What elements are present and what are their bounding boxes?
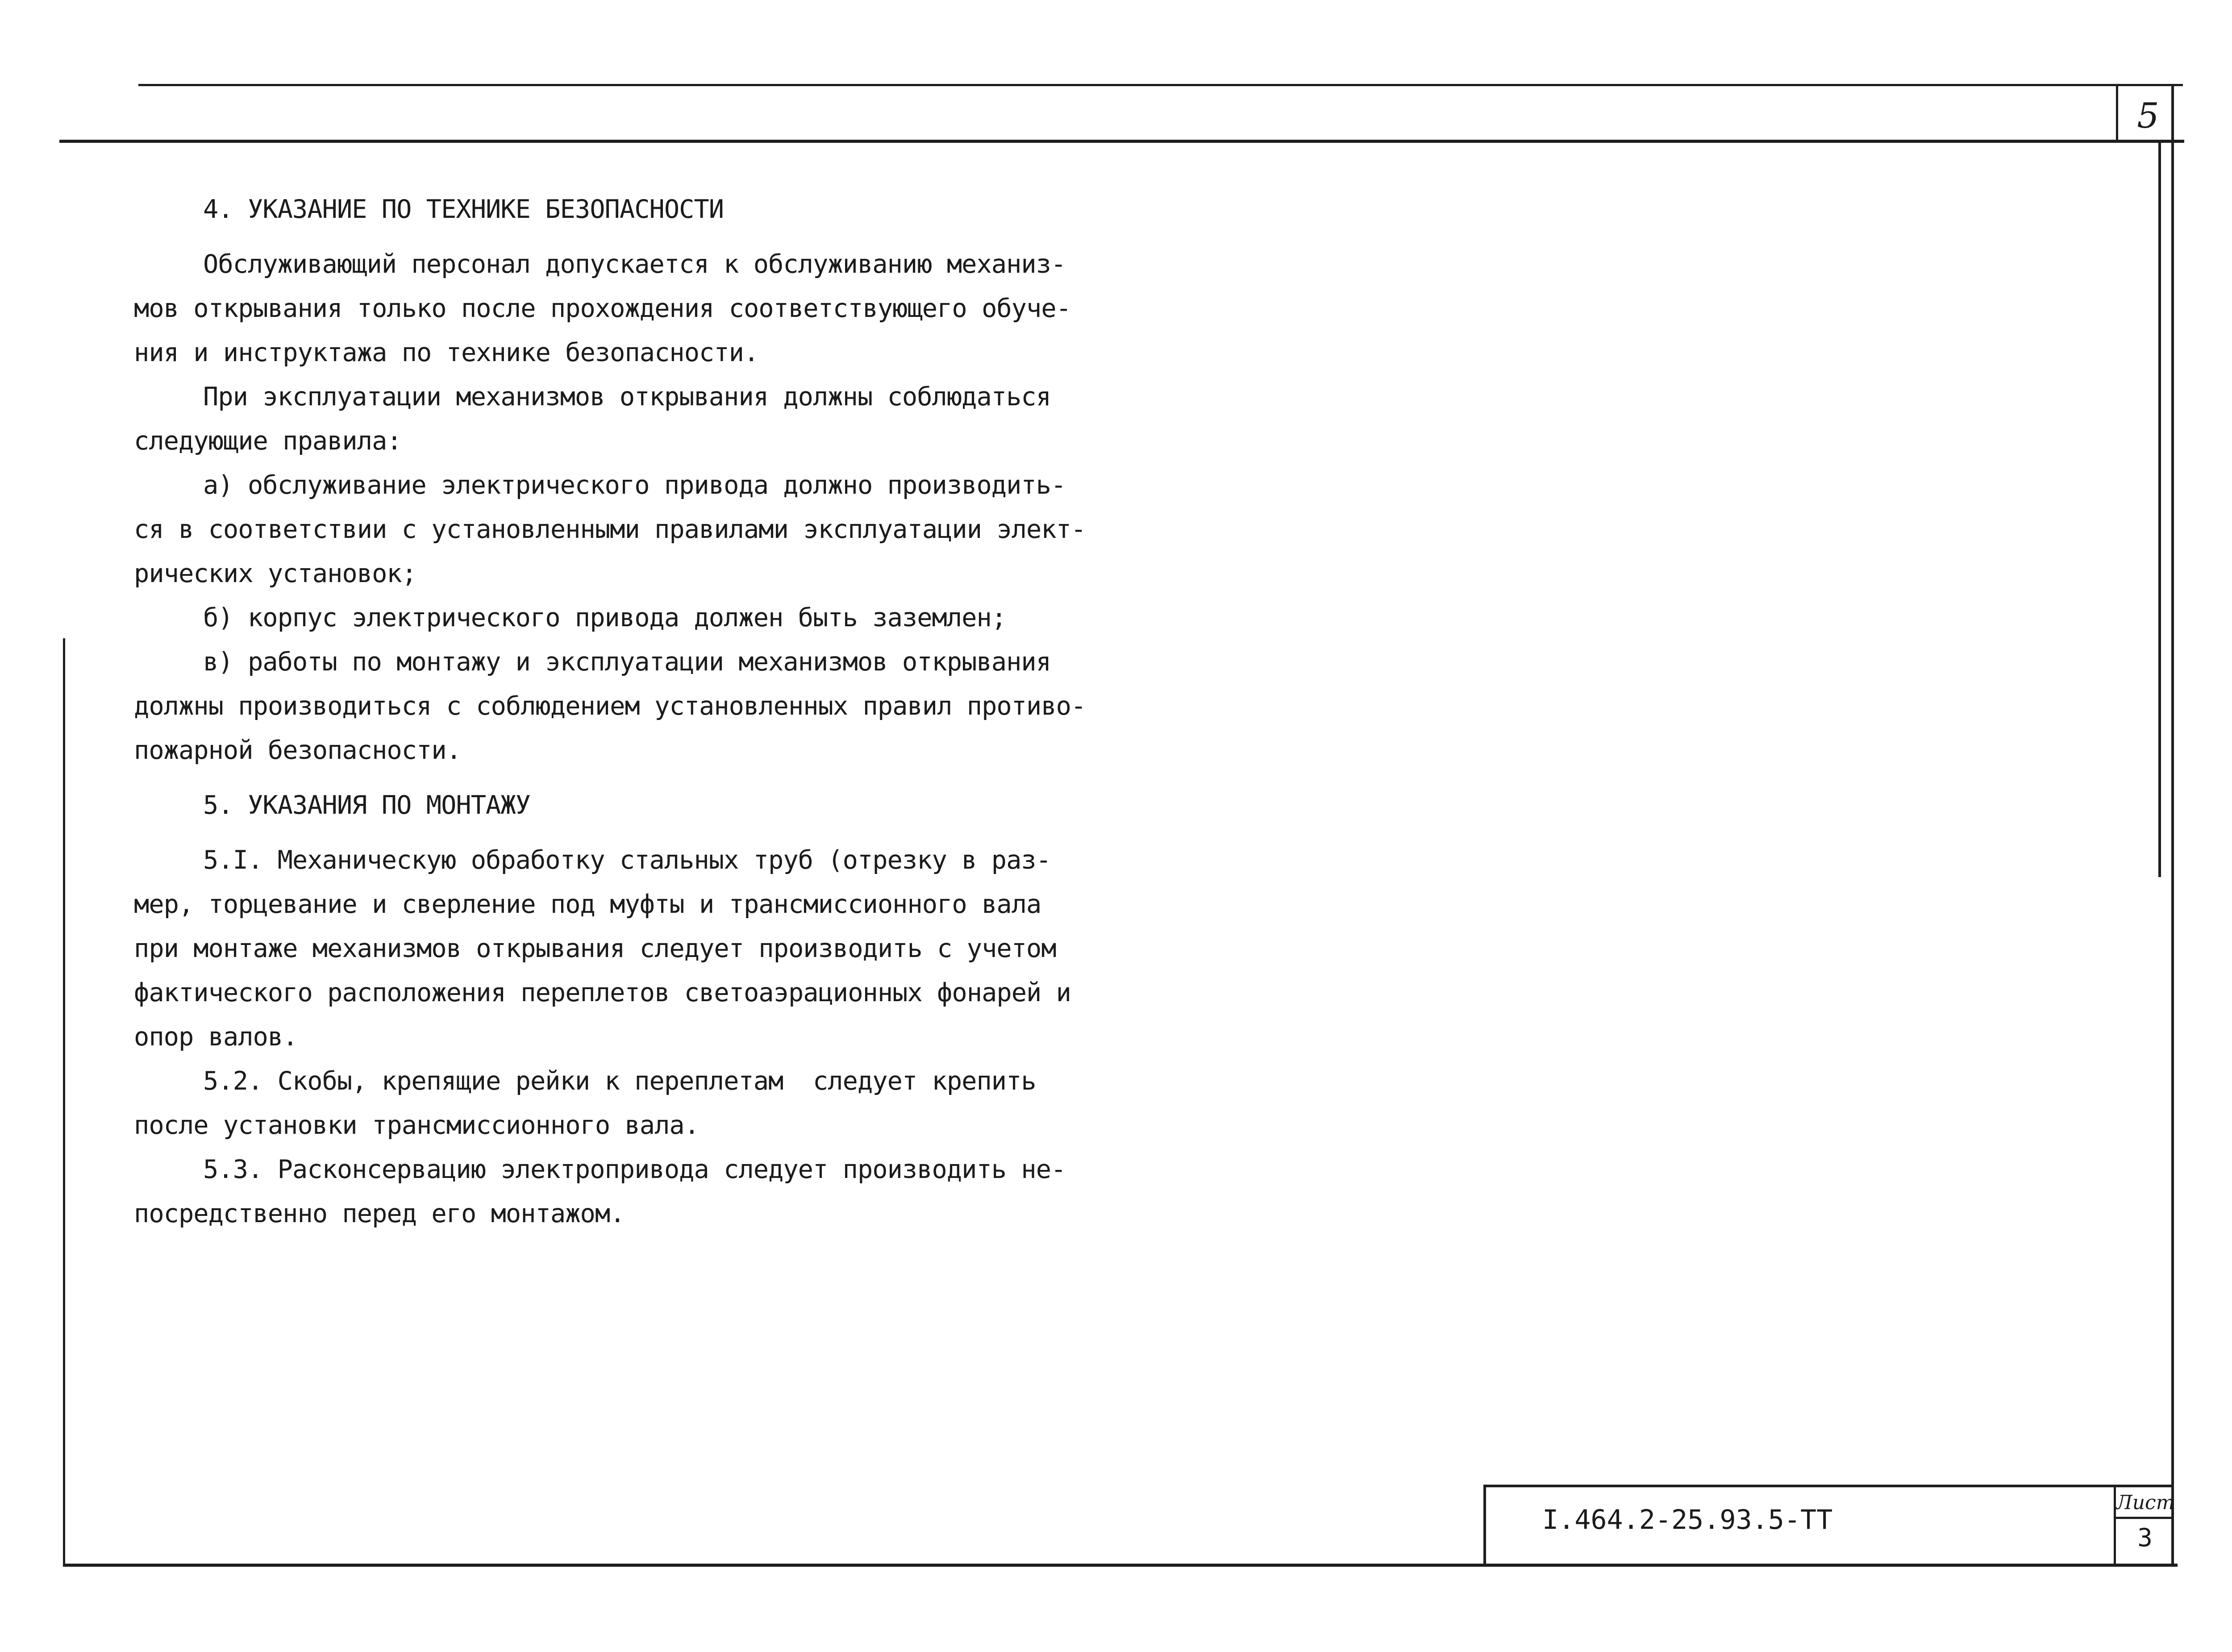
paragraph-line: после установки трансмиссионного вала. bbox=[134, 1111, 700, 1140]
right-frame-line bbox=[2171, 85, 2174, 1566]
paragraph-line: фактического расположения переплетов светоаэрационных фонарей и bbox=[134, 978, 1071, 1007]
paragraph-line: При эксплуатации механизмов открывания должны соблюдаться bbox=[203, 382, 1051, 412]
sheet-label: Лист bbox=[2116, 1491, 2175, 1514]
paragraph-line: ния и инструктажа по технике безопасности. bbox=[134, 338, 759, 367]
top-frame-line bbox=[59, 140, 2184, 143]
page-box-left-line bbox=[2116, 85, 2118, 141]
paragraph-line: должны производиться с соблюдением установленных правил противо- bbox=[134, 691, 1086, 721]
paragraph-line: 5.2. Скобы, крепящие рейки к переплетам следует крепить bbox=[203, 1066, 1036, 1096]
stamp-left-line bbox=[1483, 1485, 1486, 1566]
paragraph-line: опор валов. bbox=[134, 1022, 298, 1052]
paragraph-line: при монтаже механизмов открывания следует производить с учетом bbox=[134, 934, 1056, 963]
top-page-number: 5 bbox=[2137, 96, 2159, 136]
bottom-frame-line bbox=[64, 1564, 2178, 1567]
right-inner-line bbox=[2158, 141, 2161, 877]
paragraph-line: посредственно перед его монтажом. bbox=[134, 1199, 625, 1228]
paragraph-line: пожарной безопасности. bbox=[134, 736, 461, 765]
paragraph-line: а) обслуживание электрического привода должно производить- bbox=[203, 470, 1066, 500]
paragraph-line: ся в соответствии с установленными правилами эксплуатации элект- bbox=[134, 515, 1086, 544]
document-code: I.464.2-25.93.5-ТТ bbox=[1542, 1504, 1833, 1535]
paragraph-line: 5.3. Расконсервацию электропривода следует производить не- bbox=[203, 1155, 1066, 1184]
paragraph-line: следующие правила: bbox=[134, 426, 402, 456]
paragraph-line: в) работы по монтажу и эксплуатации механизмов открывания bbox=[203, 647, 1051, 677]
sheet-number: 3 bbox=[2137, 1523, 2153, 1552]
paragraph-line: 5.I. Механическую обработку стальных труб (отрезку в раз- bbox=[203, 845, 1051, 875]
paragraph-line: рических установок; bbox=[134, 559, 417, 588]
left-frame-line bbox=[63, 638, 65, 1567]
section-heading: 4. УКАЗАНИЕ ПО ТЕХНИКЕ БЕЗОПАСНОСТИ bbox=[203, 195, 724, 224]
paragraph-line: мов открывания только после прохождения соответствующего обуче- bbox=[134, 294, 1071, 323]
stamp-top-line bbox=[1484, 1485, 2174, 1487]
paragraph-line: мер, торцевание и сверление под муфты и трансмиссионного вала bbox=[134, 890, 1041, 919]
paragraph-line: Обслуживающий персонал допускается к обслуживанию механиз- bbox=[203, 250, 1066, 279]
section-heading: 5. УКАЗАНИЯ ПО МОНТАЖУ bbox=[203, 791, 530, 820]
paragraph-line: б) корпус электрического привода должен быть заземлен; bbox=[203, 603, 1007, 633]
document-body bbox=[134, 187, 1086, 1236]
top-outer-line bbox=[138, 84, 2183, 86]
